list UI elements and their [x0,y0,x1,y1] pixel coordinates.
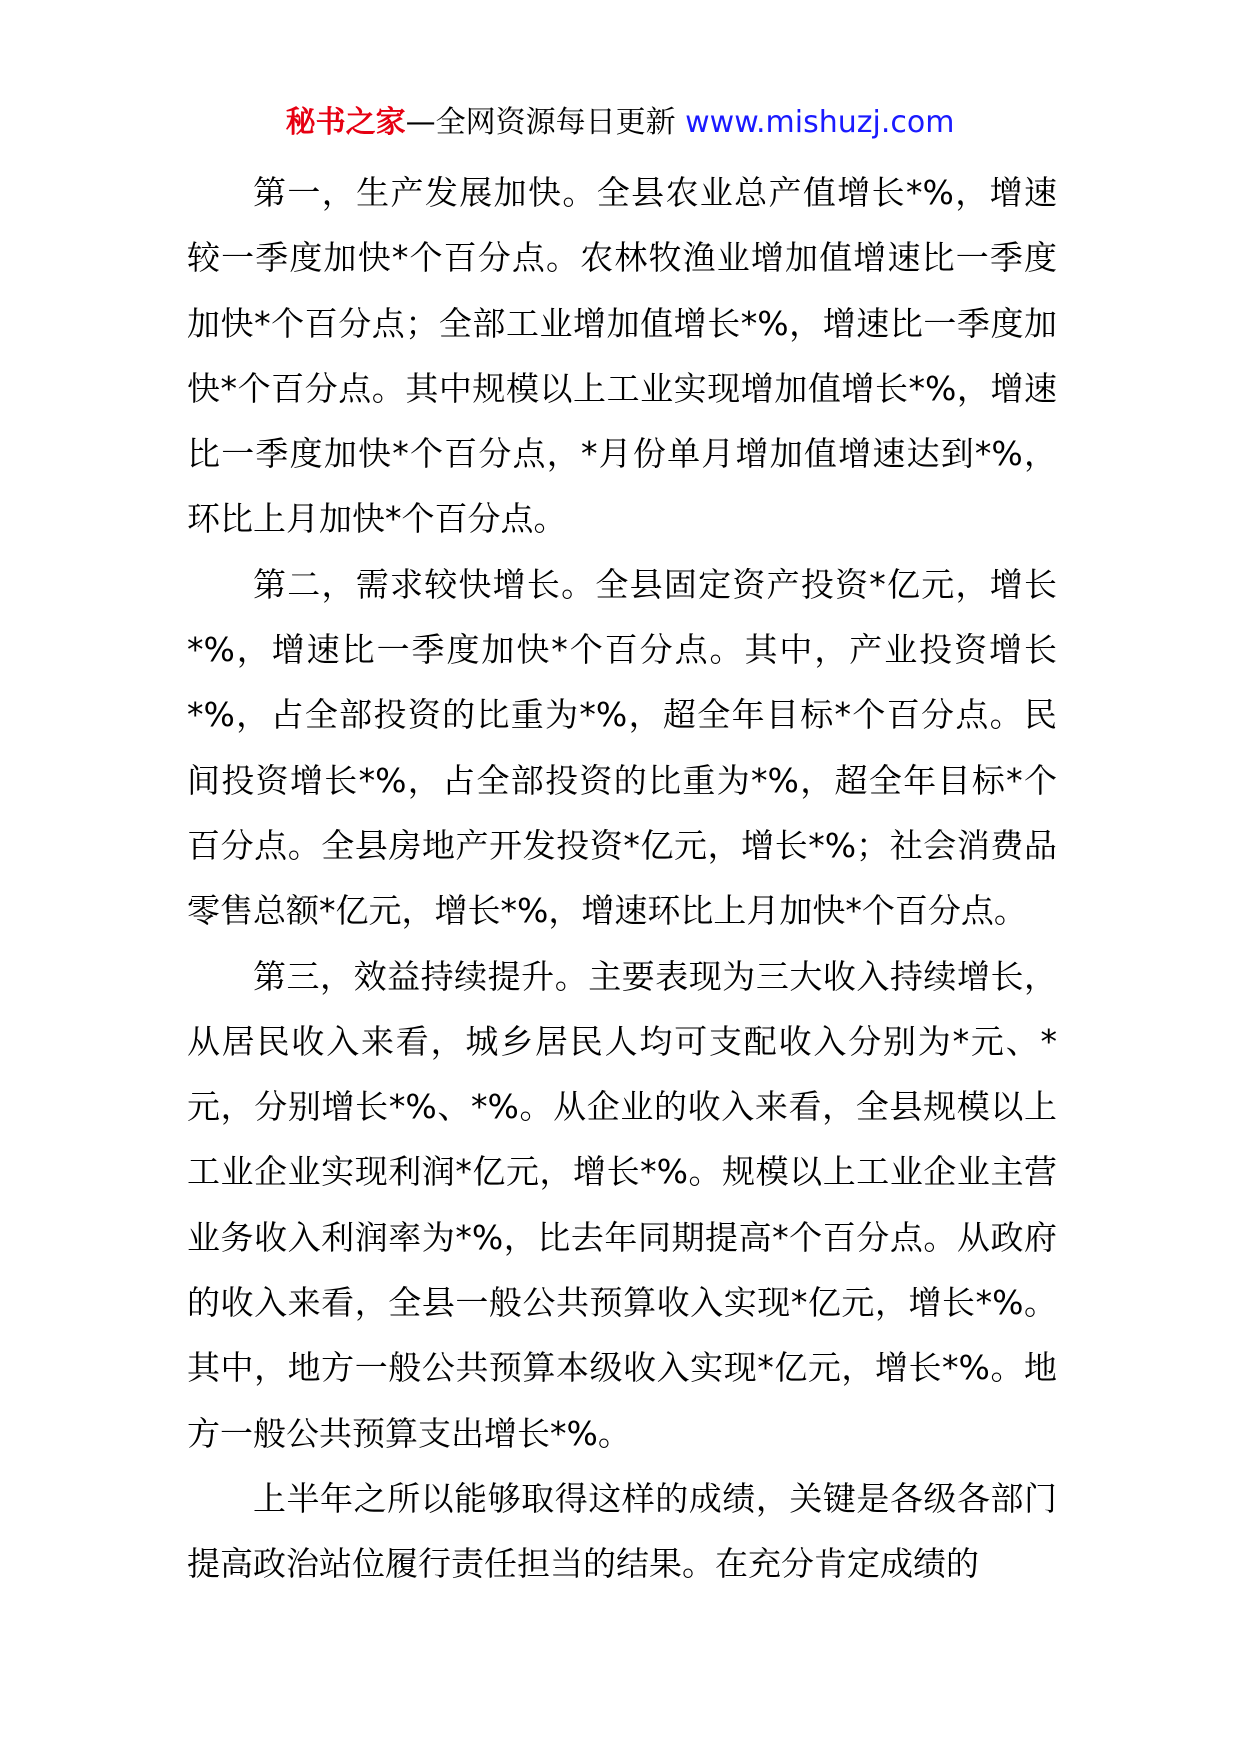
paragraph-demand: 第二，需求较快增长。全县固定资产投资*亿元，增长*%，增速比一季度加快*个百分点。其中，产业投资增长*%，占全部投资的比重为*%，超全年目标*个百分点。民间投资增长*%，占全部投资的比重为*%，超全年目标*个百分点。全县房地产开发投资*亿元，增长*%；社会消费品零售总额*亿元，增长*%，增速环比上月加快*个百分点。 [187,564,1057,931]
paragraph-conclusion: 上半年之所以能够取得这样的成绩，关键是各级各部门提高政治站位履行责任担当的结果。在充分肯定成绩的 [187,1478,1057,1584]
site-tagline: —全网资源每日更新 [405,105,676,140]
paragraph-production: 第一，生产发展加快。全县农业总产值增长*%，增速较一季度加快*个百分点。农林牧渔业增加值增速比一季度加快*个百分点；全部工业增加值增长*%，增速比一季度加快*个百分点。其中规模以上工业实现增加值增长*%，增速比一季度加快*个百分点，*月份单月增加值增速达到*%，环比上月加快*个百分点。 [187,173,1057,539]
site-url-link[interactable]: www.mishuzj.com [685,105,955,140]
document-body [187,160,1057,1597]
brand-name: 秘书之家 [285,105,406,140]
site-header [0,100,1240,146]
paragraph-benefits: 第三，效益持续提升。主要表现为三大收入持续增长，从居民收入来看，城乡居民人均可支配收入分别为*元、*元，分别增长*%、*%。从企业的收入来看，全县规模以上工业企业实现利润*亿元，增长*%。规模以上工业企业主营业务收入利润率为*%，比去年同期提高*个百分点。从政府的收入来看，全县一般公共预算收入实现*亿元，增长*%。其中，地方一般公共预算本级收入实现*亿元，增长*%。地方一般公共预算支出增长*%。 [187,956,1057,1453]
